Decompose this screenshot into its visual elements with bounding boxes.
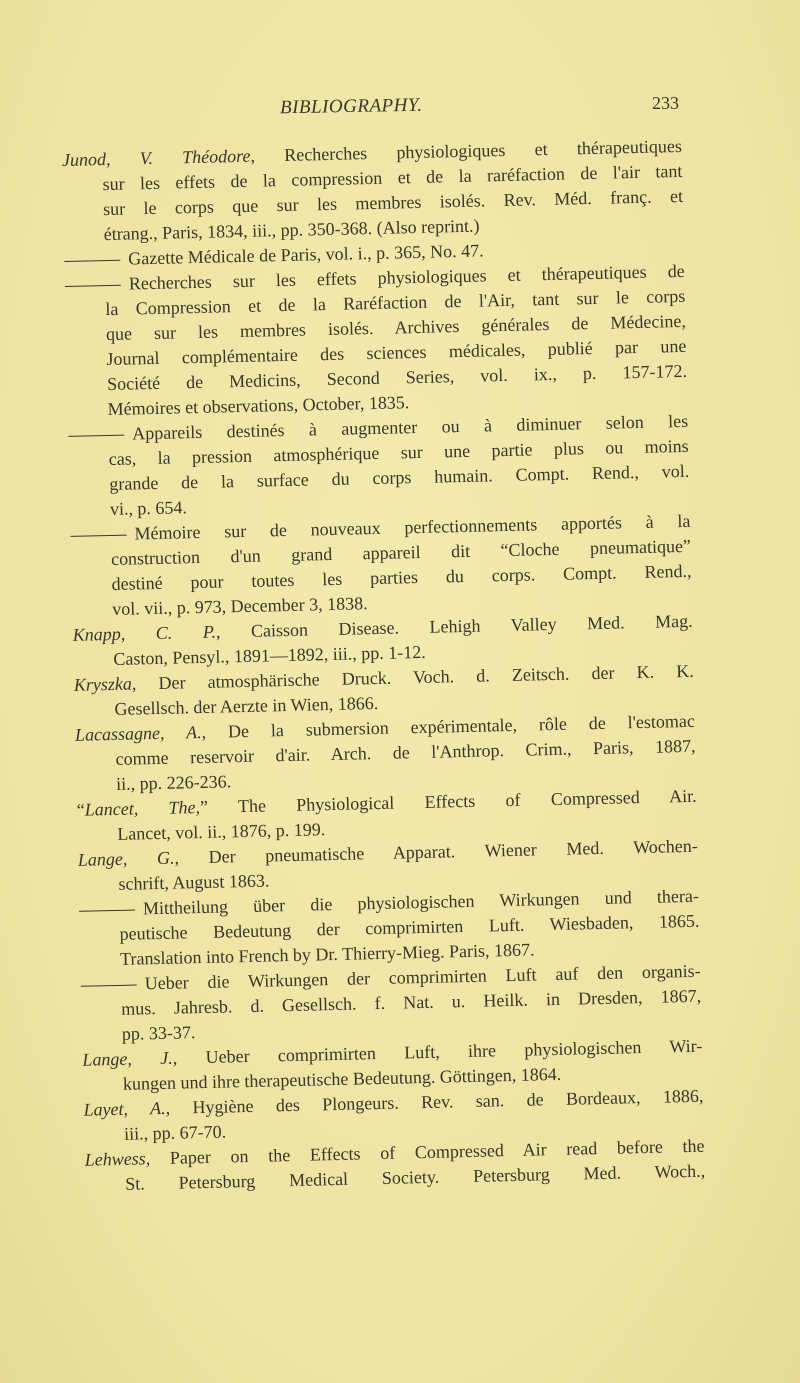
entry-text: Mémoires et observations, October, 1835. xyxy=(107,392,410,420)
entry-text: , Caisson Disease. Lehigh Valley Med. Mag. xyxy=(215,610,693,642)
entry-text: Mémoire sur de nouveaux perfectionnements apportés à la xyxy=(134,510,691,544)
entry-text: comme reservoir d'air. Arch. de l'Anthrop. Crim., Paris, 1887, xyxy=(115,735,696,769)
entry-text: , Der atmosphärische Druck. Voch. d. Zeitsch. der K. K. xyxy=(131,660,694,694)
ditto-dash xyxy=(71,535,127,537)
entry-text: St. Petersburg Medical Society. Petersburg Med. Woch., xyxy=(125,1160,706,1194)
page-number: 233 xyxy=(652,93,679,113)
ditto-dash xyxy=(79,910,135,912)
entry-text: , Hygiène des Plongeurs. Rev. san. de Bordeaux, 1886, xyxy=(165,1085,704,1118)
entry-text: destiné pour toutes les parties du corps. Compt. Rend., xyxy=(111,560,692,594)
entry-text: que sur les membres isolés. Archives générales de Médecine, xyxy=(105,310,687,345)
entry-author: Lange, J. xyxy=(82,1047,173,1070)
entry-text: kungen und ihre therapeutische Bedeutung. Göttingen, 1864. xyxy=(122,1063,562,1094)
entry-text: vi., p. 654. xyxy=(109,497,188,519)
entry-text: Gazette Médicale de Paris, vol. i., p. 365, No. 47. xyxy=(128,240,484,269)
entry-text: Journal complémentaire des sciences médicales, publié par une xyxy=(106,335,687,370)
entry-text: Lancet, vol. ii., 1876, p. 199. xyxy=(117,819,326,844)
entry-author: Lacassagne, A. xyxy=(74,721,202,745)
entry-text: Recherches sur les effets physiologiques et thérapeutiques de xyxy=(128,260,685,294)
ditto-dash xyxy=(64,260,120,262)
entry-text: Mittheilung über die physiologischen Wirkungen und thera- xyxy=(142,885,700,919)
entry-text: Gesellsch. der Aerzte in Wien, 1866. xyxy=(114,692,379,719)
entry-author: Junod, V. Théodore xyxy=(61,145,251,170)
entry-text: Ueber die Wirkungen der comprimirten Luft auf den organis- xyxy=(144,960,701,994)
ditto-dash xyxy=(81,985,137,987)
entry-text: vol. vii., p. 973, December 3, 1838. xyxy=(111,593,368,619)
entry-author: Lange, G. xyxy=(77,847,175,870)
entry-text: schrift, August 1863. xyxy=(118,870,270,894)
entry-text: mus. Jahresb. d. Gesellsch. f. Nat. u. Heilk. in Dresden, 1867, xyxy=(121,985,702,1019)
entry-text: Translation into French by Dr. Thierry-Mieg. Paris, 1867. xyxy=(119,939,535,969)
entry-text: sur les effets de la compression et de la raréfaction de l'air tant xyxy=(102,160,683,195)
entry-text: iii., pp. 67-70. xyxy=(123,1121,227,1144)
entry-author: Lancet, The, xyxy=(84,797,201,820)
entry-text: , Paper on the Effects of Compressed Air read before the xyxy=(145,1135,705,1169)
ditto-dash xyxy=(68,435,124,437)
entry-text: Société de Medicins, Second Series, vol. ix., p. 157-172. xyxy=(106,360,688,395)
entry-text: cas, la pression atmosphérique sur une partie plus ou moins xyxy=(108,435,689,470)
entry-text: , De la submersion expérimentale, rôle de l'estomac xyxy=(201,710,696,742)
running-title: BIBLIOGRAPHY. xyxy=(279,94,423,119)
entry-author: Layet, A. xyxy=(83,1097,166,1120)
entry-text: Appareils destinés à augmenter ou à diminuer selon les xyxy=(131,410,689,444)
entry-text: construction d'un grand appareil dit “Cloche pneumatique” xyxy=(110,535,692,569)
entry-text: sur le corps que sur les membres isolés. Rev. Méd. franç. et xyxy=(102,185,684,220)
entry-text: étrang., Paris, 1834, iii., pp. 350-368. (Also reprint.) xyxy=(103,215,480,245)
entry-text: ” The Physiological Effects of Compressed Air. xyxy=(199,785,697,818)
entry-author: Lehwess xyxy=(84,1148,146,1170)
entry-text: Caston, Pensyl., 1891—1892, iii., pp. 1-12. xyxy=(113,641,426,669)
entry-text: ii., pp. 226-236. xyxy=(115,771,232,794)
entry-author: Kryszka xyxy=(73,673,133,695)
entry-text: peutische Bedeutung der comprimirten Luft. Wiesbaden, 1865. xyxy=(119,910,700,944)
entry-text: , Ueber comprimirten Luft, ihre physiologischen Wir- xyxy=(172,1035,703,1068)
open-quote: “ xyxy=(76,799,85,820)
entry-text: pp. 33-37. xyxy=(121,1022,196,1044)
entry-text: , Recherches physiologiques et thérapeutiques xyxy=(250,135,683,166)
entry-text: , Der pneumatische Apparat. Wiener Med. Wochen- xyxy=(174,835,698,868)
ditto-dash xyxy=(65,285,121,287)
entry-text: la Compression et de la Raréfaction de l'Air, tant sur le corps xyxy=(105,285,686,320)
entry-text: grande de la surface du corps humain. Compt. Rend., vol. xyxy=(109,460,690,495)
bibliography-entries xyxy=(58,0,707,1300)
entry-author: Knapp, C. P. xyxy=(72,621,217,645)
